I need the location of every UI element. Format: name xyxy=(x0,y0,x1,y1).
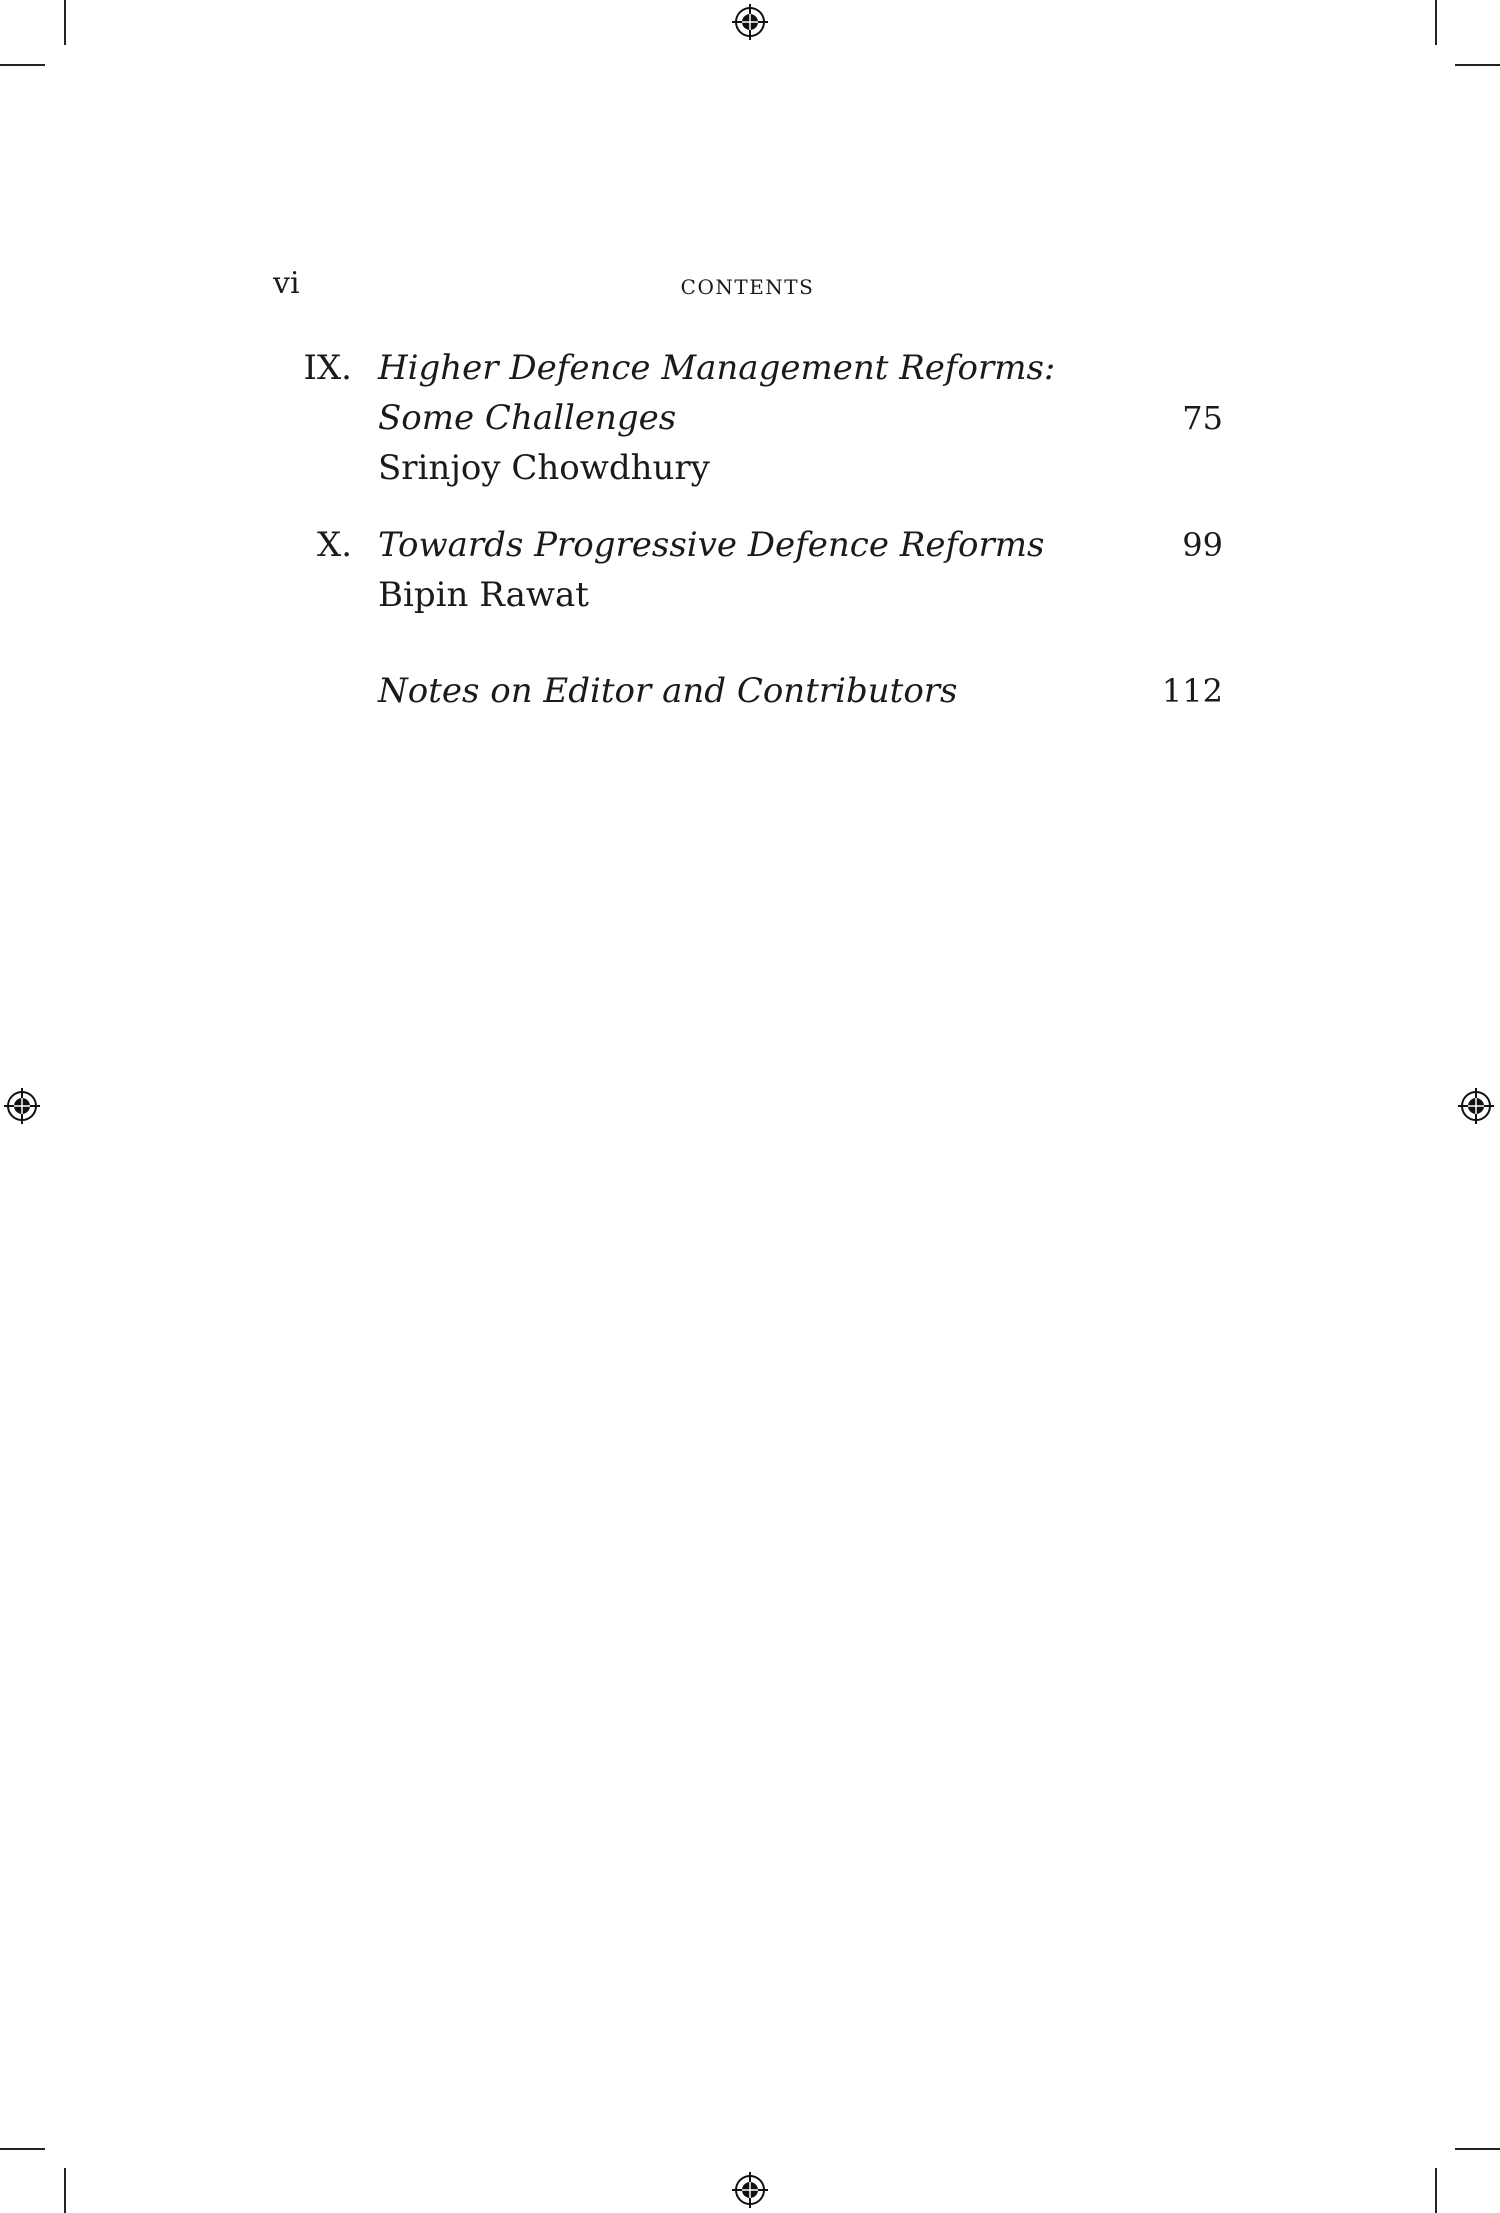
page-number: vi xyxy=(273,266,300,301)
chapter-author: Bipin Rawat xyxy=(378,575,589,615)
chapter-numeral: X. xyxy=(316,525,352,565)
crop-mark-bottom-left xyxy=(64,2168,66,2213)
chapter-page-number: 75 xyxy=(1182,399,1223,437)
crop-mark-bottom-right xyxy=(1435,2168,1437,2213)
toc-entry-notes-on-contributors[interactable] xyxy=(0,666,1500,716)
backmatter-title: Notes on Editor and Contributors xyxy=(378,671,958,711)
chapter-title-line: Some Challenges xyxy=(378,398,677,438)
toc-entry-body xyxy=(378,343,1056,493)
crop-mark-left-top xyxy=(0,64,45,66)
toc-entry-body xyxy=(378,666,998,716)
backmatter-page-number: 112 xyxy=(1161,672,1223,710)
registration-mark-icon xyxy=(4,1088,40,1124)
chapter-numeral: IX. xyxy=(303,348,352,388)
crop-mark-left-bottom xyxy=(0,2148,45,2150)
chapter-title-line: Higher Defence Management Reforms: xyxy=(378,348,1056,388)
crop-mark-right-bottom xyxy=(1455,2148,1500,2150)
running-head xyxy=(273,264,1222,304)
registration-mark-icon xyxy=(732,4,768,40)
toc-entry-body xyxy=(378,520,1045,620)
toc-entry-chapter-10[interactable] xyxy=(0,520,1500,620)
toc-entry-chapter-9[interactable] xyxy=(0,343,1500,493)
chapter-author: Srinjoy Chowdhury xyxy=(378,448,710,488)
registration-mark-icon xyxy=(732,2172,768,2208)
crop-mark-top-left xyxy=(64,0,66,45)
table-of-contents xyxy=(0,343,1500,743)
chapter-page-number: 99 xyxy=(1182,526,1223,564)
crop-mark-right-top xyxy=(1455,64,1500,66)
chapter-title-line: Towards Progressive Defence Reforms xyxy=(378,525,1045,565)
registration-mark-icon xyxy=(1458,1088,1494,1124)
running-head-title: contents xyxy=(680,267,815,301)
crop-mark-top-right xyxy=(1435,0,1437,45)
